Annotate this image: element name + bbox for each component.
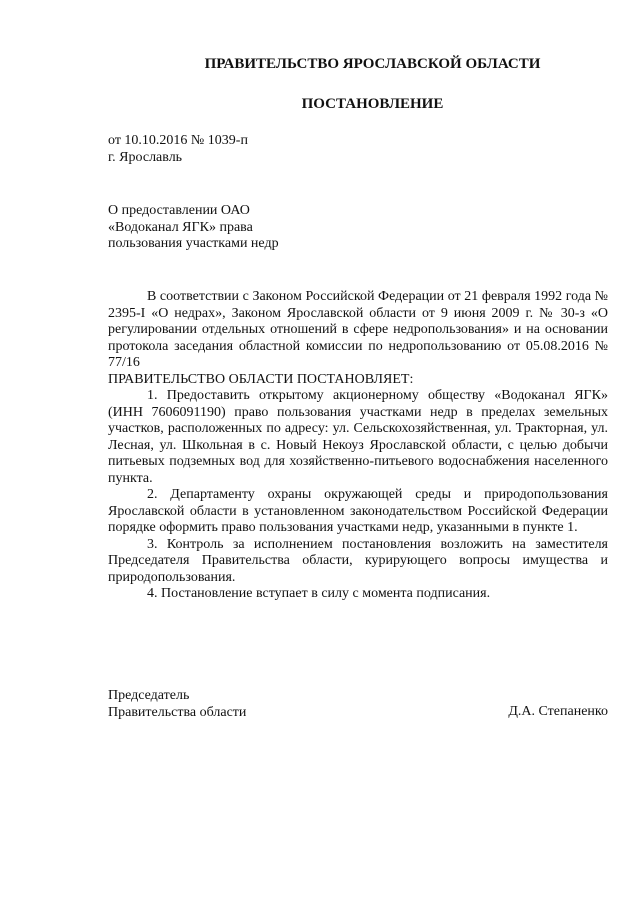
city: г. Ярославль bbox=[108, 149, 183, 165]
subject-line: «Водоканал ЯГК» права bbox=[108, 219, 253, 235]
item-paragraph: 1. Предоставить открытому акционерному обществу «Водоканал ЯГК» (ИНН 7606091190) право пользования участками недр в пределах земельных участков, расположенных по адресу: ул. Сельскохозяйственная, ул. Тракторная, ул. Лесная, ул. Школьная в с. Новый Некоуз Ярославской области, с целью добычи питьевых подземных вод для хозяйственно-питьевого водоснабжения населенного пункта. bbox=[108, 388, 608, 486]
item-paragraph: 4. Постановление вступает в силу с момента подписания. bbox=[147, 586, 491, 601]
date-number: от 10.10.2016 № 1039-п bbox=[108, 133, 248, 148]
document-type: ПОСТАНОВЛЕНИЕ bbox=[301, 96, 444, 112]
document-body bbox=[108, 289, 608, 603]
subject-line: О предоставлении ОАО bbox=[108, 203, 250, 218]
item-paragraph: 3. Контроль за исполнением постановления возложить на заместителя Председателя Правительства области, курирующего вопросы имущества и природопользования. bbox=[108, 536, 608, 585]
document-subject bbox=[108, 203, 279, 253]
subject-line: пользования участками недр bbox=[108, 236, 279, 251]
signature-name: Д.А. Степаненко bbox=[508, 704, 608, 719]
signature-position bbox=[108, 688, 246, 721]
signature-position-line: Правительства области bbox=[108, 704, 247, 720]
organization-title: ПРАВИТЕЛЬСТВО ЯРОСЛАВСКОЙ ОБЛАСТИ bbox=[204, 56, 541, 72]
signature-position-line: Председатель bbox=[108, 688, 190, 703]
preamble-paragraph: В соответствии с Законом Российской Федерации от 21 февраля 1992 года № 2395-I «О недрах», Законом Ярославской области от 9 июня 2009 г. № 30-з «О регулировании отдельных отношений в сфере недропользования» и на основании протокола заседания областной комиссии по недропользованию от 05.08.2016 № 77/16 bbox=[108, 289, 608, 370]
item-paragraph: 2. Департаменту охраны окружающей среды и природопользования Ярославской области в установленном законодательством Российской Федерации порядке оформить право пользования участками недр, указанными в пункте 1. bbox=[108, 487, 608, 535]
document-meta bbox=[108, 133, 248, 166]
decree-statement: ПРАВИТЕЛЬСТВО ОБЛАСТИ ПОСТАНОВЛЯЕТ: bbox=[108, 371, 414, 387]
